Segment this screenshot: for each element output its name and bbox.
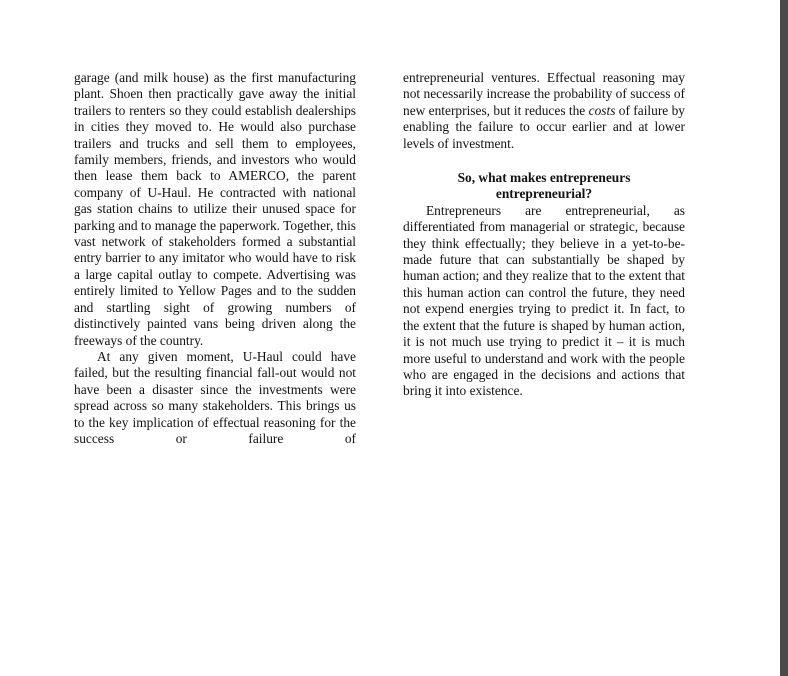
- right-paragraph-1: [403, 70, 685, 152]
- left-paragraph-1: garage (and milk house) as the first manufacturing plant. Shoen then practically gave away the initial trailers to renters so they could establish dealerships in cities they moved to. He would also purchase trailers and trucks and sell them to employees, family members, friends, and investors who would then lease them back to AMERCO, the parent company of U-Haul. He contracted with national gas station chains to utilize their unused space for parking and to manage the paperwork. Together, this vast network of stakeholders formed a substantial entry barrier to any imitator who would have to risk a large capital outlay to compete. Advertising was entirely limited to Yellow Pages and to the sudden and startling sight of growing numbers of distinctively painted vans being driven along the freeways of the country.: [74, 70, 356, 348]
- left-paragraph-2: At any given moment, U-Haul could have failed, but the resulting financial fall-out would not have been a disaster since the investments were spread across so many stakeholders. This brings us to the key implication of effectual reasoning for the success or failure of: [74, 348, 356, 446]
- left-column: [74, 70, 356, 447]
- right-paragraph-1-text-a: entrepreneurial ventures. Effectual reasoning may not necessarily increase the probability of success of new enterprises, but it reduces the: [403, 70, 685, 118]
- right-paragraph-1-text-b: of failure by enabling the failure to occur earlier and at lower levels of investment.: [403, 102, 685, 151]
- section-heading-line-1: So, what makes entrepreneurs: [457, 170, 631, 186]
- right-column: [403, 70, 685, 400]
- section-heading-line-2: entrepreneurial?: [495, 186, 593, 202]
- right-paragraph-2: Entrepreneurs are entrepreneurial, as differentiated from managerial or strategic, because they think effectually; they believe in a yet-to-be-made future that can substantially be shaped by human action; and they realize that to the extent that this human action can control the future, they need not expend energies trying to predict it. In fact, to the extent that the future is shaped by human action, it is not much use trying to predict it – it is much more useful to understand and work with the people who are engaged in the decisions and actions that bring it into existence.: [403, 202, 685, 399]
- section-heading: [403, 170, 685, 203]
- right-paragraph-1-emphasis: costs: [588, 102, 616, 118]
- viewer-right-edge: [780, 0, 788, 676]
